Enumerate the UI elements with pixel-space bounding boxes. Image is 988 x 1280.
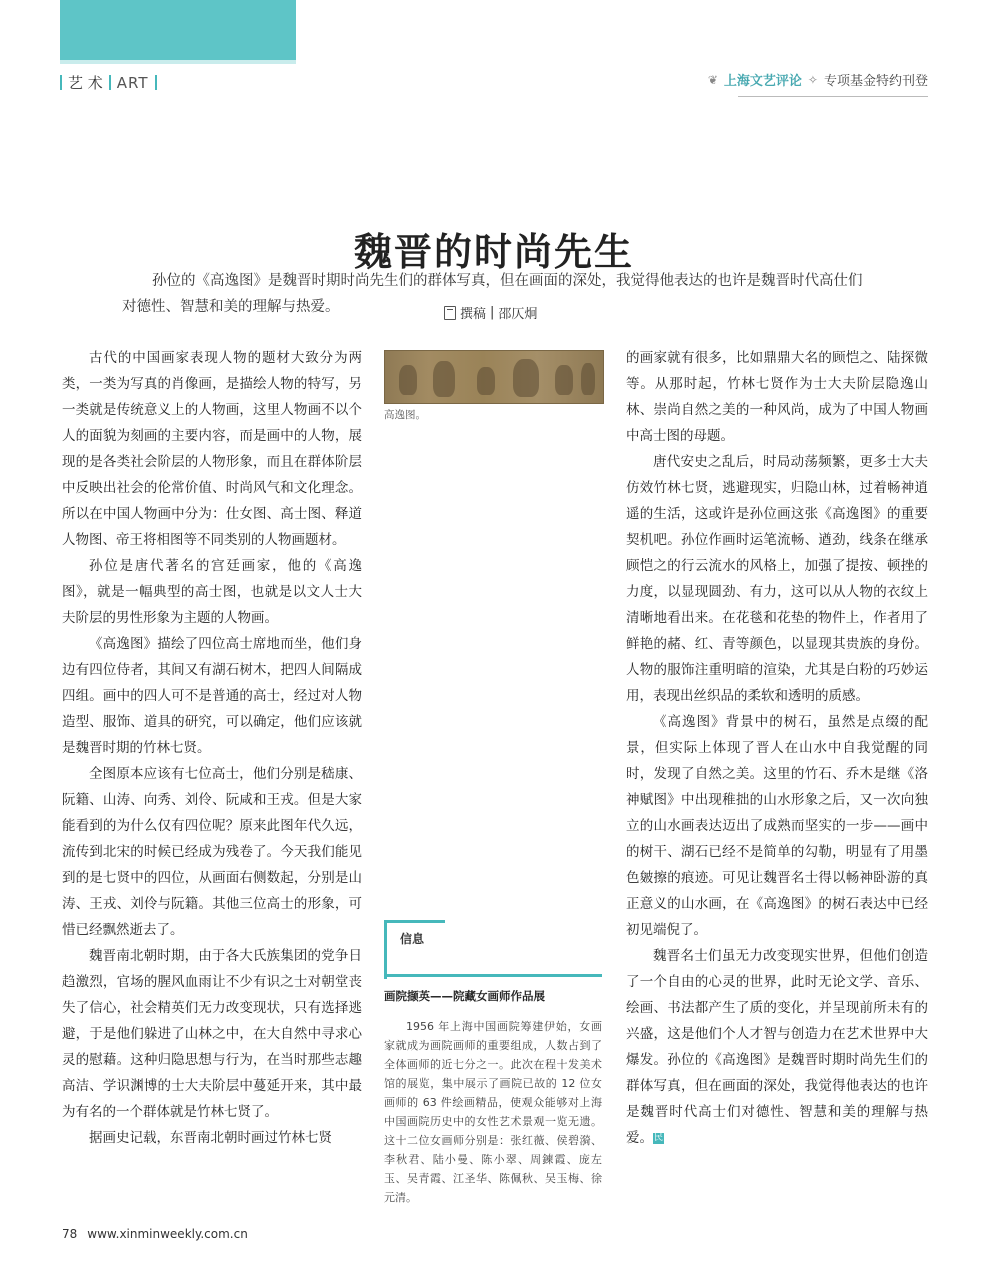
paragraph: 全图原本应该有七位高士，他们分别是嵇康、阮籍、山涛、向秀、刘伶、阮咸和王戎。但是大家能看到的为什么仅有四位呢？原来此图年代久远，流传到北宋的时候已经成为残卷了。今天我们能见到的是七贤中的四位，从画面右侧数起，分别是山涛、王戎、刘伶与阮籍。其他三位高士的形象，可惜已经飘然逝去了。	[62, 766, 362, 938]
page-number: 78	[62, 1227, 78, 1241]
paragraph: 魏晋南北朝时期，由于各大氏族集团的党争日趋激烈，官场的腥风血雨让不少有识之士对朝堂丧失了信心，社会精英们无力改变现状，只有选择逃避，于是他们躲进了山林之中，在大自然中寻求心灵的慰藉。这种归隐思想与行为，在当时那些志趣高洁、学识渊博的士大夫阶层中蔓延开来，其中最为有名的一个群体就是竹林七贤了。	[62, 948, 362, 1120]
paragraph: 《高逸图》背景中的树石，虽然是点缀的配景，但实际上体现了晋人在山水中自我觉醒的同时，发现了自然之美。这里的竹石、乔木是继《洛神赋图》中出现稚拙的山水形象之后，又一次向独立的山水画表达迈出了成熟而坚实的一步——画中的树干、湖石已经不是简单的勾勒，明显有了用墨色皴擦的痕迹。可见让魏晋名士得以畅神卧游的真正意义的山水画，在《高逸图》的树石表达中已经初见端倪了。	[626, 714, 928, 938]
pen-icon	[444, 306, 456, 320]
article-column-right	[626, 345, 928, 1151]
byline-author: 邵仄炯	[498, 307, 538, 322]
info-rule	[384, 974, 602, 977]
byline-separator: |	[490, 305, 495, 320]
divider-bar	[60, 75, 62, 90]
page-footer	[62, 1227, 248, 1241]
info-body: 1956 年上海中国画院筹建伊始，女画家就成为画院画师的重要组成，人数占到了全体画师的近七分之一。此次在程十发美术馆的展览，集中展示了画院已故的 12 位女画师的 63 件绘画精品，使观众能够对上海中国画院历史中的女性艺术景观一览无遗。这十二位女画师分别是：张红薇、侯碧漪、李秋君、陆小曼、陈小翠、周鍊霞、庞左玉、吴青霞、江圣华、陈佩秋、吴玉梅、徐元清。	[384, 1020, 602, 1204]
paragraph: 的画家就有很多，比如鼎鼎大名的顾恺之、陆探微等。从那时起，竹林七贤作为士大夫阶层隐逸山林、崇尚自然之美的一种风尚，成为了中国人物画中高士图的母题。	[626, 350, 928, 444]
header-color-block	[60, 0, 296, 60]
byline-label: 撰稿	[460, 307, 487, 322]
info-label-frame	[384, 920, 445, 979]
sponsor-suffix: 专项基金特约刊登	[823, 74, 928, 89]
paragraph: 唐代安史之乱后，时局动荡频繁，更多士大夫仿效竹林七贤，逃避现实，归隐山林，过着畅神逍遥的生活，这或许是孙位画这张《高逸图》的重要契机吧。孙位作画时运笔流畅、遒劲，线条在继承顾恺之的行云流水的风格上，加强了提按、顿挫的力度，以显现圆劲、有力，这可以从人物的衣纹上清晰地看出来。在花毯和花垫的物件上，作者用了鲜艳的赭、红、青等颜色，以显现其贵族的身份。人物的服饰注重明暗的渲染，尤其是白粉的巧妙运用，表现出丝织品的柔软和透明的质感。	[626, 454, 928, 704]
paragraph: 据画史记载，东晋南北朝时画过竹林七贤	[89, 1130, 332, 1146]
end-mark-icon: 民	[653, 1133, 663, 1143]
footer-url: www.xinminweekly.com.cn	[87, 1227, 248, 1241]
section-name-en: ART	[116, 73, 149, 92]
paragraph-text: 魏晋名士们虽无力改变现实世界，但他们创造了一个自由的心灵的世界，此时无论文学、音乐、绘画、书法都产生了质的变化，并呈现前所未有的兴盛，这是他们个人才智与创造力在艺术世界中大爆发。孙位的《高逸图》是魏晋时期时尚先生们的群体写真，但在画面的深处，我觉得他表达的也许是魏晋时代高士们对德性、智慧和美的理解与热爱。	[626, 948, 928, 1146]
paragraph: 《高逸图》描绘了四位高士席地而坐，他们身边有四位侍者，其间又有湖石树木，把四人间隔成四组。画中的四人可不是普通的高士，经过对人物造型、服饰、道具的研究，可以确定，他们应该就是魏晋时期的竹林七贤。	[62, 636, 362, 756]
info-title: 画院撷英——院藏女画师作品展	[384, 989, 545, 1003]
byline	[444, 303, 537, 322]
article-title: 魏晋的时尚先生	[353, 229, 634, 275]
article-lede: 孙位的《高逸图》是魏晋时期时尚先生们的群体写真，但在画面的深处，我觉得他表达的也许是魏晋时代高仕们对德性、智慧和美的理解与热爱。	[122, 272, 863, 315]
divider-bar	[109, 75, 111, 90]
paragraph	[626, 943, 928, 1151]
sponsor-journal-name: 上海文艺评论	[723, 74, 802, 89]
figure-caption: 高逸图。	[384, 409, 426, 421]
info-label: 信息	[400, 932, 425, 946]
paragraph: 孙位是唐代著名的宫廷画家，他的《高逸图》，就是一幅典型的高士图，也就是以文人士大夫阶层的男性形象为主题的人物画。	[62, 558, 362, 626]
painting-image	[384, 350, 604, 404]
article-column-left	[62, 345, 362, 1151]
banner-rule	[738, 96, 928, 97]
header-color-strip	[60, 60, 296, 64]
sponsor-banner	[708, 70, 928, 89]
ornament-icon: ✧	[807, 72, 818, 87]
paragraph: 古代的中国画家表现人物的题材大致分为两类，一类为写真的肖像画，是描绘人物的特写，另一类就是传统意义上的人物画，这里人物画不以个人的面貌为刻画的主要内容，而是画中的人物，展现的是各类社会阶层的人物形象，而且在群体阶层中反映出社会的伦常价值、时尚风气和文化理念。所以在中国人物画中分为：仕女图、高士图、释道人物图、帝王将相图等不同类别的人物画题材。	[62, 350, 362, 548]
section-tag	[60, 72, 157, 93]
divider-bar	[155, 75, 157, 90]
section-name-cn: 艺 术	[68, 74, 103, 92]
ornament-icon: ❦	[707, 72, 718, 87]
